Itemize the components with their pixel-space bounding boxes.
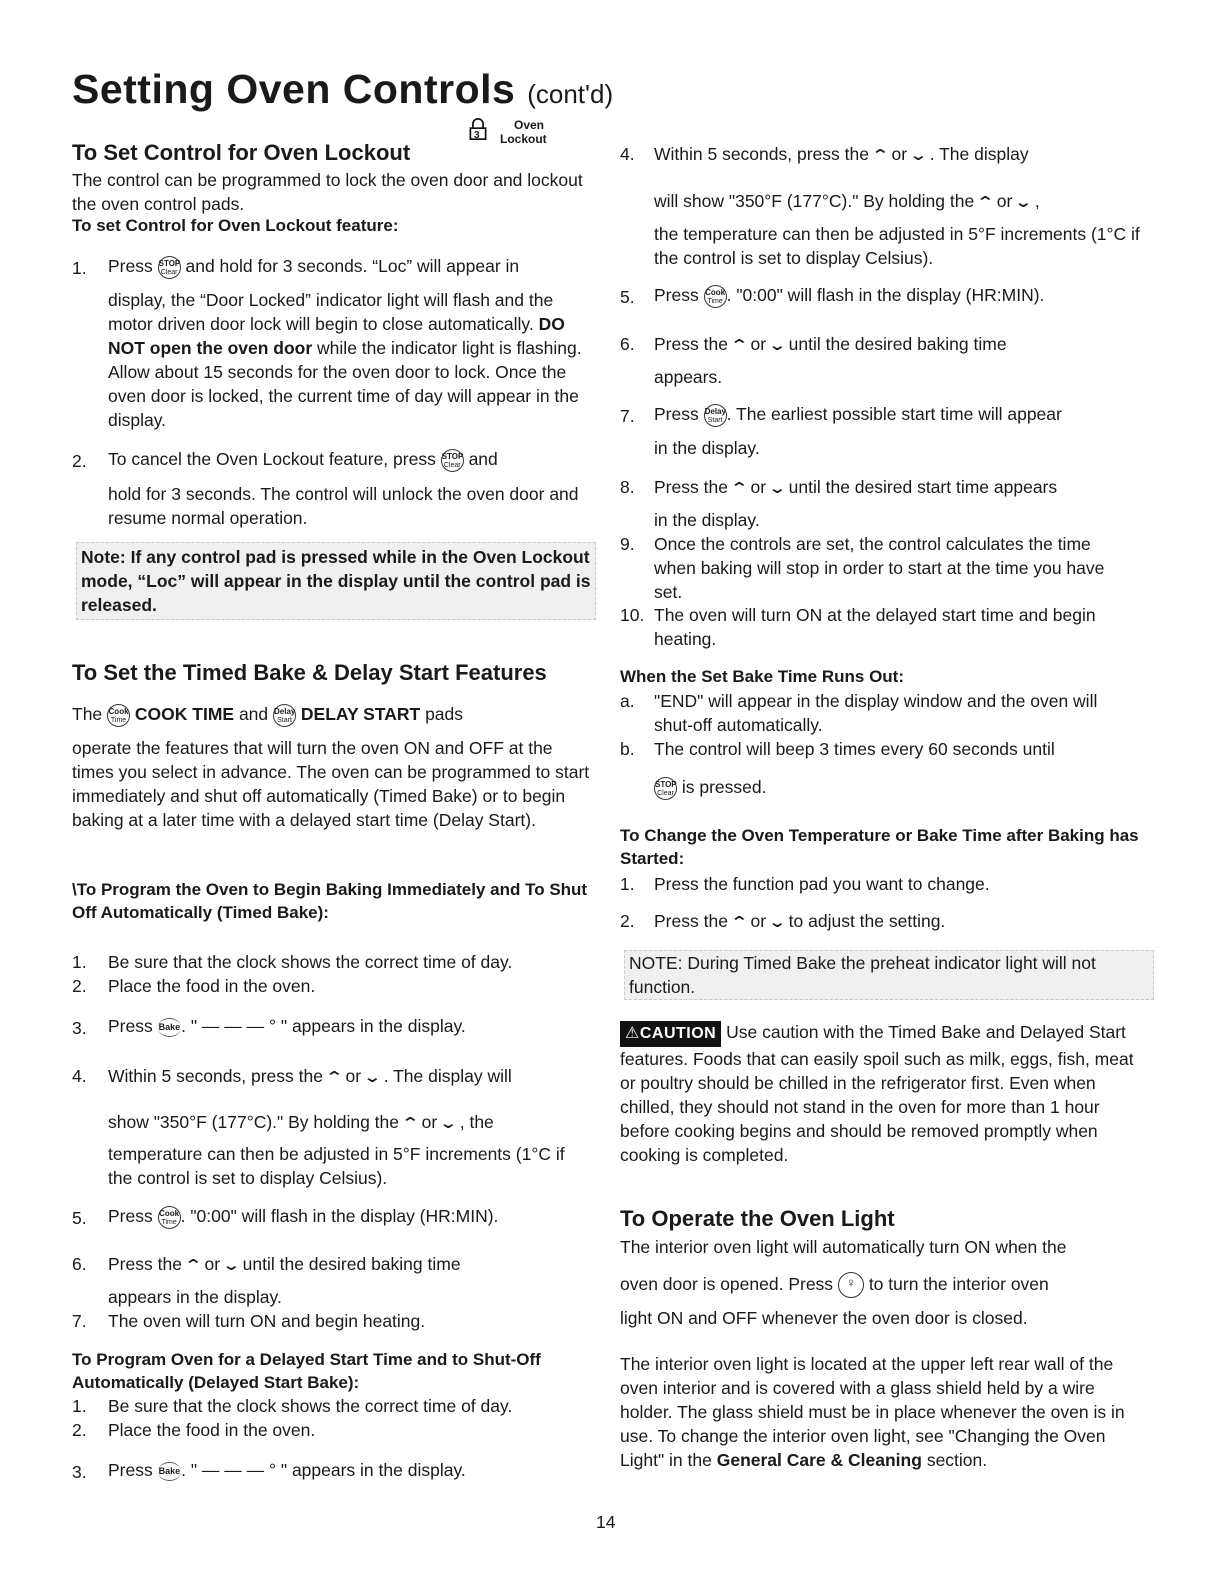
- stop-clear-pad-icon: STOP Clear: [654, 777, 677, 800]
- delayed-start-subheading: To Program Oven for a Delayed Start Time and to Shut-Off Automatically (Delayed Start Bake):: [72, 1350, 541, 1392]
- delay-start-pad-icon: Delay Start: [273, 704, 296, 727]
- page-number: 14: [596, 1512, 616, 1532]
- runs-out-b-cont: STOP Clear is pressed.: [654, 775, 767, 800]
- lockout-subheading: To set Control for Oven Lockout feature:: [72, 216, 399, 235]
- lockout-icon-number: 3: [474, 130, 480, 141]
- delay-start-pad-icon: Delay Start: [704, 404, 727, 427]
- up-arrow-icon: ⌃: [870, 147, 890, 164]
- delayed-step-6-cont: appears.: [654, 367, 723, 387]
- delayed-step-7-cont: in the display.: [654, 438, 760, 458]
- step-number: 1.: [72, 258, 87, 278]
- up-arrow-icon: ⌃: [729, 337, 749, 354]
- step-number: 1.: [620, 874, 635, 894]
- cook-time-pad-icon: Cook Time: [704, 285, 727, 308]
- lockout-icon-label-2: Lockout: [500, 132, 547, 146]
- timed-intro: operate the features that will turn the oven ON and OFF at the times you select in advance. The oven can be programmed to start immediately and shut off automatically (Timed Bake) or to begin baking at a later time with a delayed start time (Delay Start).: [72, 738, 590, 830]
- step-number: 4.: [72, 1066, 87, 1086]
- delayed-step-4: Within 5 seconds, press the ⌃ or ⌄ . The display: [654, 142, 1029, 168]
- lockout-step-2-cont: hold for 3 seconds. The control will unlock the oven door and resume normal operation.: [108, 484, 579, 528]
- step-number: 2.: [72, 451, 87, 471]
- up-arrow-icon: ⌃: [324, 1069, 344, 1086]
- page-title-suffix: (cont'd): [527, 79, 614, 109]
- oven-light-p2: The interior oven light is located at the upper left rear wall of the oven interior and is covered with a glass shield held by a wire holder. The glass shield must be in place whenever the oven is in use. To change the interior oven light, see "Changing the Oven Light" in the General Care & Cleaning section.: [620, 1354, 1125, 1470]
- delayed-step-4-cont: will show "350°F (177°C)." By holding the ⌃ or ⌄ ,: [654, 189, 1040, 215]
- step-number: 9.: [620, 534, 635, 554]
- timed-step-1: Be sure that the clock shows the correct time of day.: [108, 952, 513, 972]
- step-number: 1.: [72, 952, 87, 972]
- step-number: 2.: [72, 976, 87, 996]
- timed-step-6: Press the ⌃ or ⌄ until the desired baking time: [108, 1252, 461, 1278]
- preheat-note: NOTE: During Timed Bake the preheat indicator light will not function.: [624, 950, 1154, 1000]
- stop-clear-pad-icon: STOP Clear: [158, 256, 181, 279]
- down-arrow-icon: ⌄: [1014, 194, 1034, 211]
- delayed-step-8-cont: in the display.: [654, 510, 760, 530]
- delayed-step-8: Press the ⌃ or ⌄ until the desired start time appears: [654, 475, 1057, 501]
- step-number: 6.: [72, 1254, 87, 1274]
- oven-light-p1: The interior oven light will automatically turn ON when the: [620, 1237, 1067, 1257]
- lockout-intro: The control can be programmed to lock the oven door and lockout the oven control pads.: [72, 170, 583, 214]
- step-number: 3.: [72, 1018, 87, 1038]
- cook-time-pad-icon: Cook Time: [107, 704, 130, 727]
- change-step-1: Press the function pad you want to change.: [654, 874, 990, 894]
- oven-light-p1-line3: light ON and OFF whenever the oven door is closed.: [620, 1308, 1028, 1328]
- step-number: 3.: [72, 1462, 87, 1482]
- delayed-step-4-cont2: the temperature can then be adjusted in 5°F increments (1°C if the control is set to display Celsius).: [654, 224, 1140, 268]
- step-number: 7.: [620, 406, 635, 426]
- up-arrow-icon: ⌃: [729, 914, 749, 931]
- down-arrow-icon: ⌄: [362, 1069, 382, 1086]
- delayed-step-6: Press the ⌃ or ⌄ until the desired baking time: [654, 332, 1007, 358]
- cook-time-pad-icon: Cook Time: [158, 1206, 181, 1229]
- down-arrow-icon: ⌄: [908, 147, 928, 164]
- step-number: 8.: [620, 477, 635, 497]
- change-temp-heading: To Change the Oven Temperature or Bake Time after Baking has Started:: [620, 826, 1139, 868]
- change-step-2: Press the ⌃ or ⌄ to adjust the setting.: [654, 909, 945, 935]
- timed-intro-line: The Cook Time COOK TIME and Delay Start DELAY START pads: [72, 702, 592, 727]
- lockout-heading: To Set Control for Oven Lockout: [72, 140, 411, 165]
- bake-pad-icon: Bake: [158, 1462, 182, 1481]
- down-arrow-icon: ⌄: [767, 337, 787, 354]
- runs-out-b: The control will beep 3 times every 60 seconds until: [654, 739, 1055, 759]
- timed-bake-subheading: \To Program the Oven to Begin Baking Immediately and To Shut Off Automatically (Timed Bake):: [72, 880, 588, 922]
- step-number: 1.: [72, 1396, 87, 1416]
- delayed-step-5: Press Cook Time . "0:00" will flash in the display (HR:MIN).: [654, 283, 1044, 308]
- timed-step-7: The oven will turn ON and begin heating.: [108, 1311, 426, 1331]
- step-number: 7.: [72, 1311, 87, 1331]
- timed-bake-heading: To Set the Timed Bake & Delay Start Features: [72, 660, 547, 685]
- caution-badge: ⚠CAUTION: [620, 1021, 721, 1047]
- runs-out-heading: When the Set Bake Time Runs Out:: [620, 667, 905, 686]
- step-number: 2.: [620, 911, 635, 931]
- step-number: 5.: [72, 1208, 87, 1228]
- up-arrow-icon: ⌃: [400, 1115, 420, 1132]
- light-pad-icon: ♀: [838, 1272, 864, 1298]
- lockout-icon-label-1: Oven: [514, 118, 545, 132]
- step-number: 4.: [620, 144, 635, 164]
- step-number: 5.: [620, 287, 635, 307]
- timed-step-6-cont: appears in the display.: [108, 1287, 282, 1307]
- lockout-step-1-cont: display, the “Door Locked” indicator light will flash and the motor driven door lock will begin to close automatically. DO NOT open the oven door while the indicator light is flashing. Allow about 15 seconds for the oven door to lock. Once the oven door is locked, the current time of day will appear in the display.: [108, 290, 582, 430]
- delayed-step-2: Place the food in the oven.: [108, 1420, 316, 1440]
- delayed-step-3: Press Bake. " — — — ° " appears in the display.: [108, 1460, 466, 1480]
- timed-step-4-cont: show "350°F (177°C)." By holding the ⌃ or ⌄ , the: [108, 1110, 494, 1136]
- up-arrow-icon: ⌃: [976, 194, 995, 211]
- down-arrow-icon: ⌄: [767, 480, 787, 497]
- step-letter: b.: [620, 739, 635, 759]
- lockout-step-2: To cancel the Oven Lockout feature, press STOP Clear and: [108, 447, 598, 472]
- timed-step-4-cont2: temperature can then be adjusted in 5°F increments (1°C if the control is set to display Celsius).: [108, 1144, 565, 1188]
- lockout-note: Note: If any control pad is pressed while in the Oven Lockout mode, “Loc” will appear in the display until the control pad is released.: [76, 542, 596, 620]
- delayed-step-9: Once the controls are set, the control calculates the time when baking will stop in order to start at the time you have set.: [654, 534, 1105, 602]
- down-arrow-icon: ⌄: [767, 914, 787, 931]
- down-arrow-icon: ⌄: [439, 1115, 458, 1132]
- caution-block: ⚠CAUTION Use caution with the Timed Bake and Delayed Start features. Foods that can easily spoil such as milk, eggs, fish, meat or poultry should be chilled in the refrigerator first. Even when chilled, they should not stand in the oven for more than 1 hour before cooking begins and should be removed promptly when cooking is completed.: [620, 1022, 1134, 1165]
- page-title: Setting Oven Controls (cont'd): [72, 66, 614, 112]
- oven-light-p1-line2: oven door is opened. Press ♀ to turn the interior oven: [620, 1272, 1150, 1298]
- down-arrow-icon: ⌄: [221, 1257, 241, 1274]
- runs-out-a: "END" will appear in the display window and the oven will shut-off automatically.: [654, 691, 1098, 735]
- step-letter: a.: [620, 691, 635, 711]
- up-arrow-icon: ⌃: [729, 480, 749, 497]
- bake-pad-icon: Bake: [158, 1018, 182, 1037]
- step-number: 2.: [72, 1420, 87, 1440]
- lockout-step-1: Press STOP Clear and hold for 3 seconds. “Loc” will appear in: [108, 254, 598, 279]
- oven-lockout-indicator: [468, 118, 547, 146]
- delayed-step-1: Be sure that the clock shows the correct time of day.: [108, 1396, 513, 1416]
- delayed-step-7: Press Delay Start . The earliest possible start time will appear: [654, 402, 1062, 427]
- stop-clear-pad-icon: STOP Clear: [441, 449, 464, 472]
- timed-step-2: Place the food in the oven.: [108, 976, 316, 996]
- delayed-step-10: The oven will turn ON at the delayed start time and begin heating.: [654, 605, 1096, 649]
- oven-light-heading: To Operate the Oven Light: [620, 1206, 895, 1231]
- step-number: 6.: [620, 334, 635, 354]
- up-arrow-icon: ⌃: [183, 1257, 203, 1274]
- timed-step-5: Press Cook Time . "0:00" will flash in the display (HR:MIN).: [108, 1204, 498, 1229]
- timed-step-3: Press Bake. " — — — ° " appears in the display.: [108, 1016, 466, 1036]
- timed-step-4: Within 5 seconds, press the ⌃ or ⌄ . The display will: [108, 1064, 512, 1090]
- step-number: 10.: [620, 605, 645, 625]
